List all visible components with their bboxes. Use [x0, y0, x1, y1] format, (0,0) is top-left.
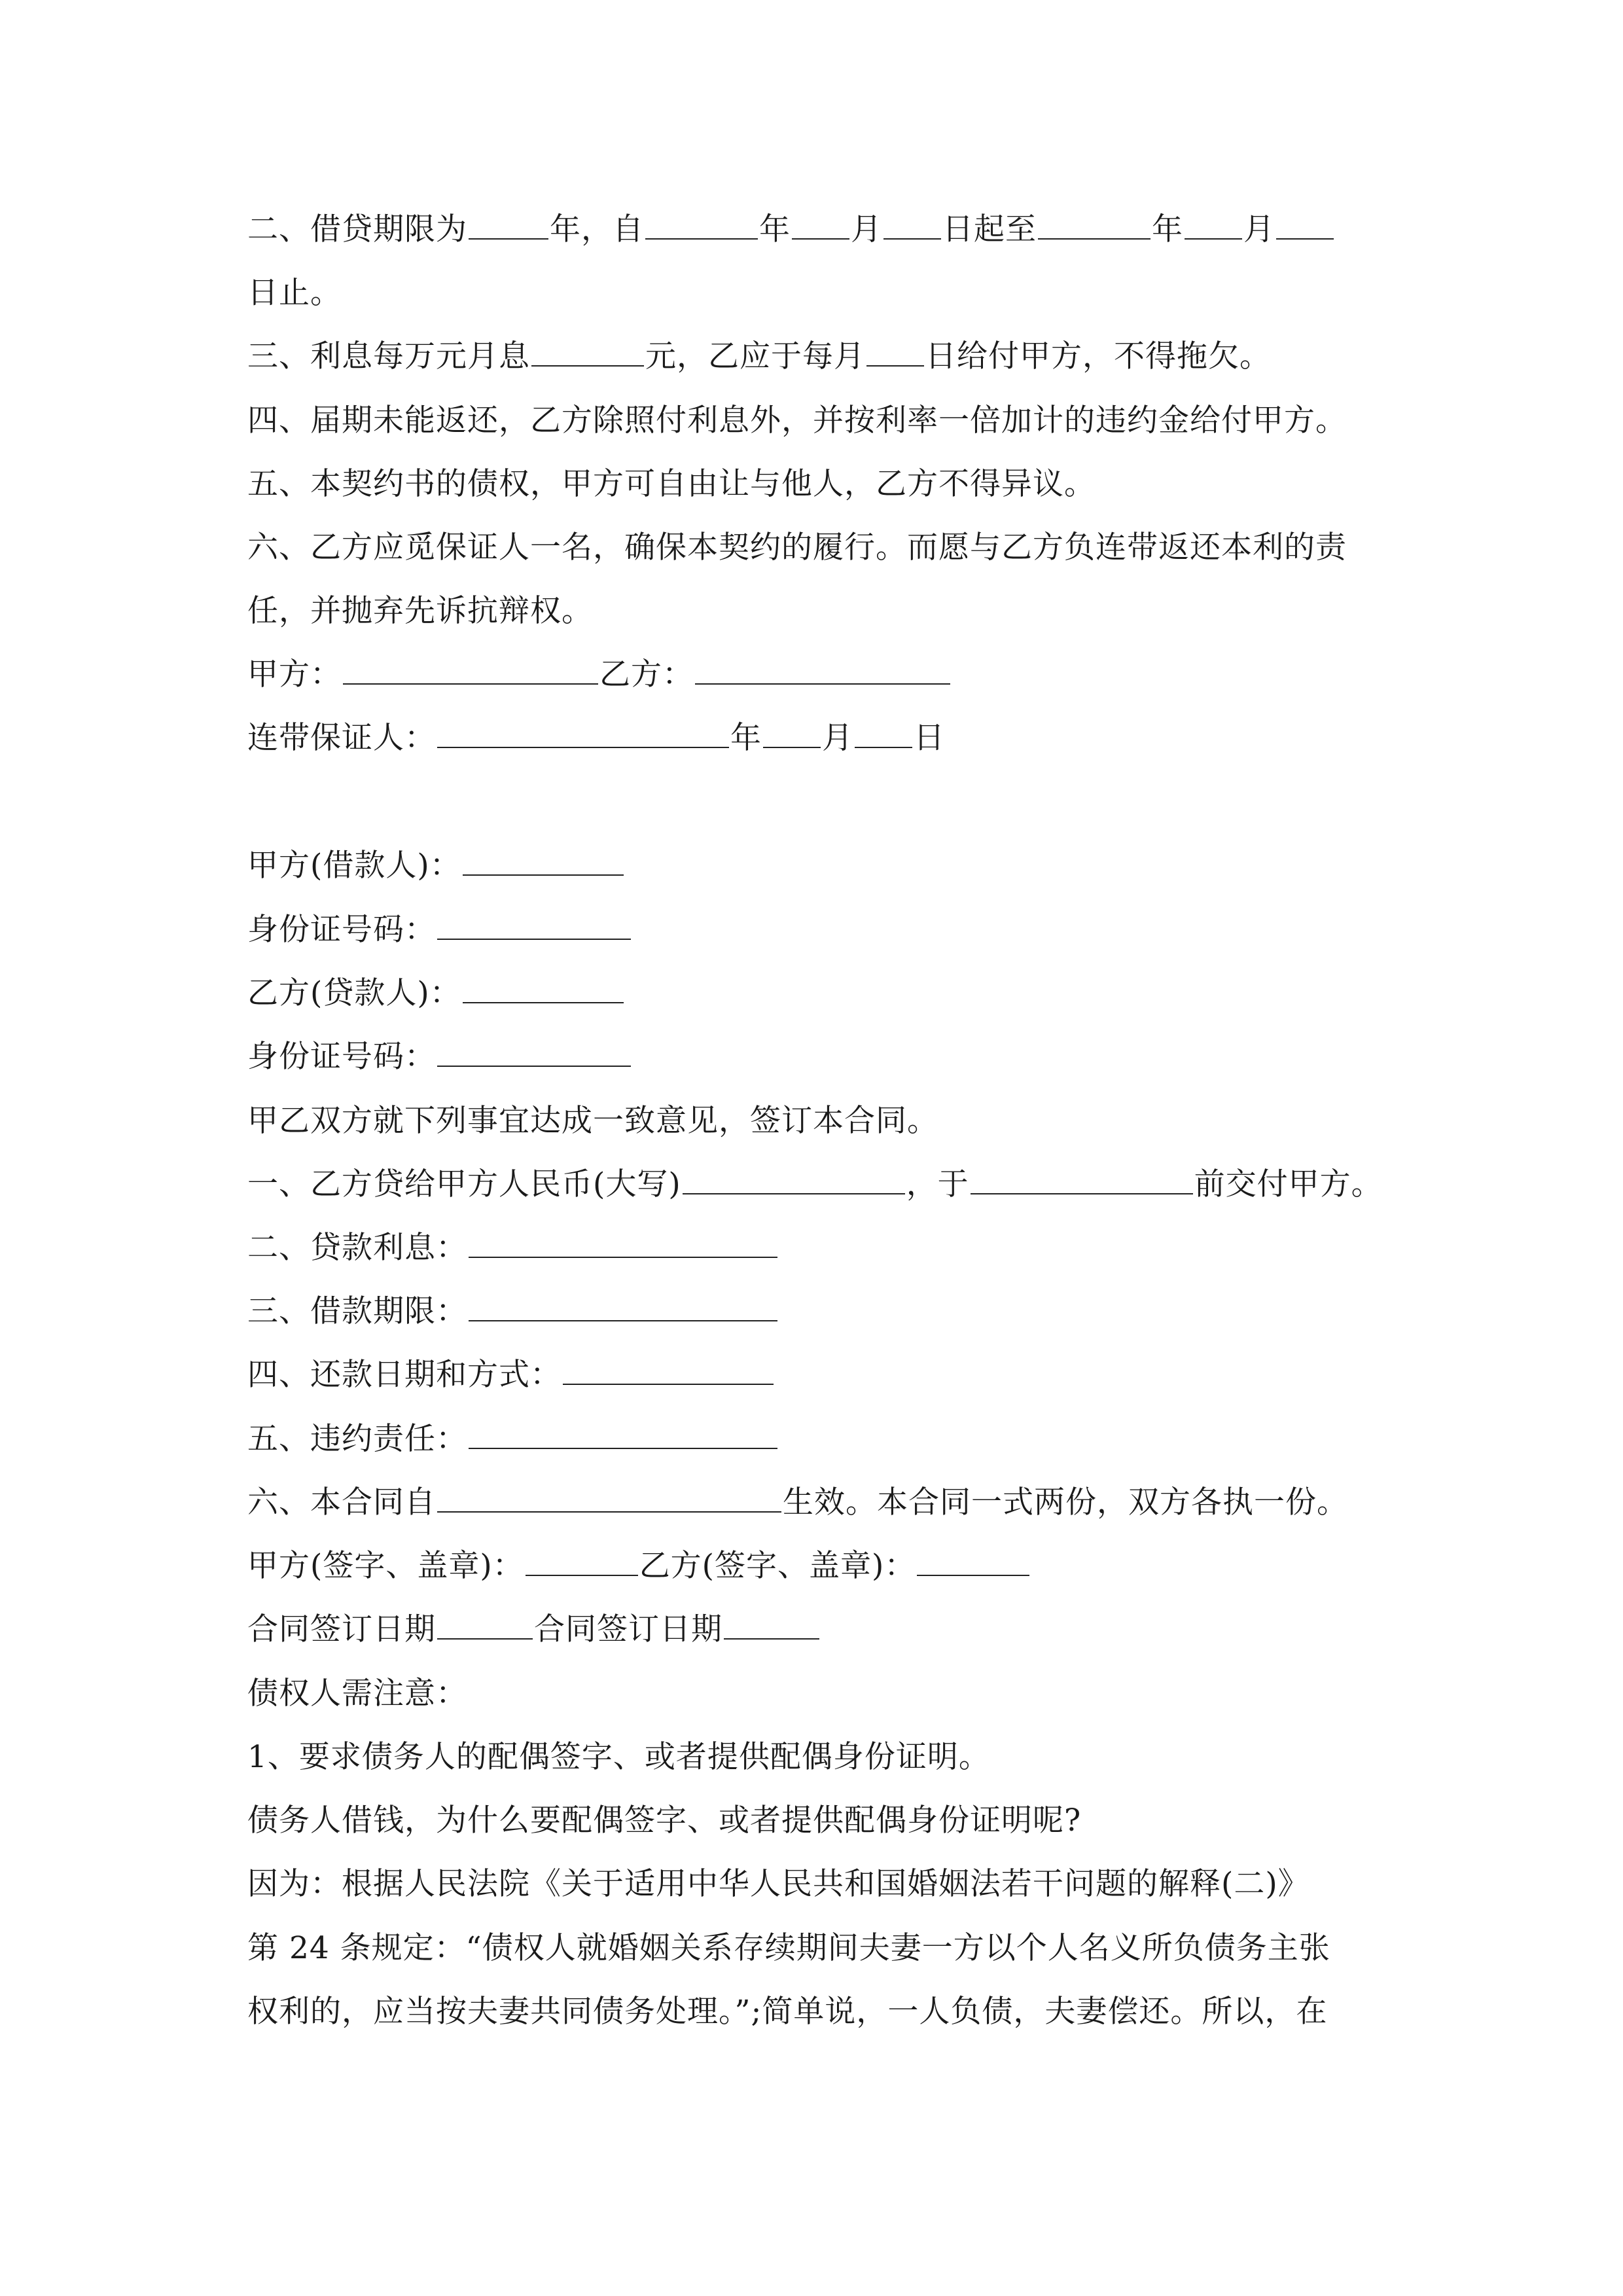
clause-5: 五、本契约书的债权，甲方可自由让与他人，乙方不得异议。 — [247, 466, 1096, 502]
clause-2-line1: 二、借贷期限为 年，自 年 月 日起至 年 月 — [247, 208, 1335, 251]
guarantor-month-blank — [763, 717, 821, 748]
borrower-line: 甲方(借款人)： — [247, 844, 625, 888]
note-5: 权利的，应当按夫妻共同债务处理。”;简单说，一人负债，夫妻偿还。所以，在 — [247, 1994, 1328, 2030]
borrower-blank — [463, 844, 624, 876]
clause-6-line1: 六、乙方应觅保证人一名，确保本契约的履行。而愿与乙方负连带返还本利的责 — [247, 529, 1347, 565]
repayment-blank — [563, 1354, 774, 1385]
guarantor-line: 连带保证人： 年 月 日 — [247, 717, 945, 760]
term-years-blank — [469, 208, 548, 240]
signing-dates: 合同签订日期 合同签订日期 — [247, 1608, 821, 1651]
clause-6-line2: 任，并抛弃先诉抗辩权。 — [247, 593, 593, 629]
lender-line: 乙方(贷款人)： — [247, 972, 625, 1015]
sign-b-blank — [917, 1545, 1029, 1576]
start-year-blank — [645, 208, 758, 240]
pay-day-blank — [866, 335, 924, 367]
loan-term-blank — [469, 1290, 777, 1321]
lender-id-line: 身份证号码： — [247, 1035, 632, 1079]
date-b-blank — [724, 1608, 819, 1640]
notes-heading: 债权人需注意： — [247, 1676, 467, 1712]
sign-a-blank — [526, 1545, 638, 1576]
amount-blank — [683, 1163, 905, 1194]
note-1: 1、要求债务人的配偶签字、或者提供配偶身份证明。 — [247, 1739, 990, 1775]
party-a-blank — [343, 653, 598, 685]
contract-intro: 甲乙双方就下列事宜达成一致意见，签订本合同。 — [247, 1103, 938, 1139]
party-signatures: 甲方： 乙方： — [247, 653, 952, 696]
term-4: 四、还款日期和方式： — [247, 1354, 775, 1397]
effective-date-blank — [437, 1481, 781, 1513]
note-3: 因为：根据人民法院《关于适用中华人民共和国婚姻法若干问题的解释(二)》 — [247, 1866, 1310, 1902]
term-1: 一、乙方贷给甲方人民币(大写) ，于 前交付甲方。 — [247, 1163, 1383, 1206]
term-5: 五、违约责任： — [247, 1418, 779, 1461]
note-2: 债务人借钱，为什么要配偶签字、或者提供配偶身份证明呢? — [247, 1803, 1082, 1839]
end-day-blank — [1276, 208, 1334, 240]
guarantor-day-blank — [855, 717, 912, 748]
lender-id-blank — [437, 1035, 631, 1067]
start-month-blank — [792, 208, 849, 240]
lender-blank — [463, 972, 624, 1003]
contract-signatures: 甲方(签字、盖章)： 乙方(签字、盖章)： — [247, 1545, 1031, 1588]
term-3: 三、借款期限： — [247, 1290, 779, 1333]
liability-blank — [469, 1418, 777, 1449]
end-month-blank — [1185, 208, 1242, 240]
clause-4: 四、届期未能返还，乙方除照付利息外，并按利率一倍加计的违约金给付甲方。 — [247, 403, 1347, 439]
borrower-id-blank — [437, 908, 631, 940]
loan-interest-blank — [469, 1227, 777, 1258]
party-b-blank — [695, 653, 950, 685]
date-a-blank — [437, 1608, 533, 1640]
term-2: 二、贷款利息： — [247, 1227, 779, 1270]
note-4: 第 24 条规定：“债权人就婚姻关系存续期间夫妻一方以个人名义所负债务主张 — [247, 1930, 1330, 1966]
delivery-date-blank — [971, 1163, 1193, 1194]
term-6: 六、本合同自 生效。本合同一式两份，双方各执一份。 — [247, 1481, 1348, 1524]
interest-blank — [531, 335, 644, 367]
end-year-blank — [1038, 208, 1150, 240]
borrower-id-line: 身份证号码： — [247, 908, 632, 952]
start-day-blank — [883, 208, 941, 240]
clause-2-line2: 日止。 — [247, 275, 342, 311]
clause-3: 三、利息每万元月息 元，乙应于每月 日给付甲方，不得拖欠。 — [247, 335, 1271, 378]
guarantor-blank — [437, 717, 729, 748]
